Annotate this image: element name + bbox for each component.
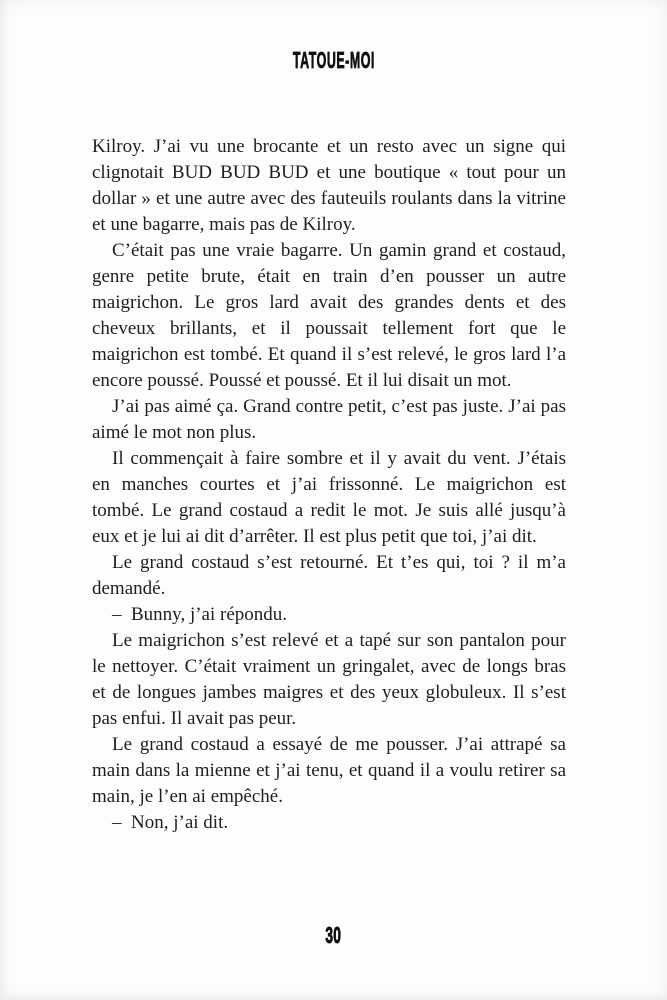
body-text	[92, 134, 566, 836]
paragraph: Le grand costaud s’est retourné. Et t’es qui, toi ? il m’a demandé.	[92, 552, 566, 599]
paragraph: – Bunny, j’ai répondu.	[112, 604, 288, 625]
page-number: 30	[325, 922, 342, 948]
running-header	[0, 47, 667, 74]
paragraph: Le maigrichon s’est relevé et a tapé sur son pantalon pour le nettoyer. C’était vraiment un gringalet, avec de longs bras et de longues jambes maigres et des yeux globuleux. Il s’est pas enfui. Il avait pas peur.	[92, 630, 566, 729]
paragraph: – Non, j’ai dit.	[112, 812, 229, 833]
paragraph: Kilroy. J’ai vu une brocante et un resto avec un signe qui clignotait BUD BUD BUD et une boutique « tout pour un dollar » et une autre avec des fauteuils roulants dans la vitrine et une bagarre, mais pas de Kilroy.	[92, 136, 566, 235]
paragraph: J’ai pas aimé ça. Grand contre petit, c’est pas juste. J’ai pas aimé le mot non plus.	[92, 396, 566, 443]
paragraph: Il commençait à faire sombre et il y avait du vent. J’étais en manches courtes et j’ai frissonné. Le maigrichon est tombé. Le grand costaud a redit le mot. Je suis allé jusqu’à eux et je lui ai dit d’arrêter. Il est plus petit que toi, j’ai dit.	[92, 448, 566, 547]
running-header-title: TATOUE-MOI	[292, 47, 375, 73]
paragraph: C’était pas une vraie bagarre. Un gamin grand et costaud, genre petite brute, était en train d’en pousser un autre maigrichon. Le gros lard avait des grandes dents et des cheveux brillants, et il poussait tellement fort que le maigrichon est tombé. Et quand il s’est relevé, le gros lard l’a encore poussé. Poussé et poussé. Et il lui disait un mot.	[92, 240, 566, 391]
page-footer	[0, 922, 667, 949]
paragraph: Le grand costaud a essayé de me pousser. J’ai attrapé sa main dans la mienne et j’ai tenu, et quand il a voulu retirer sa main, je l’en ai empêché.	[92, 734, 566, 807]
